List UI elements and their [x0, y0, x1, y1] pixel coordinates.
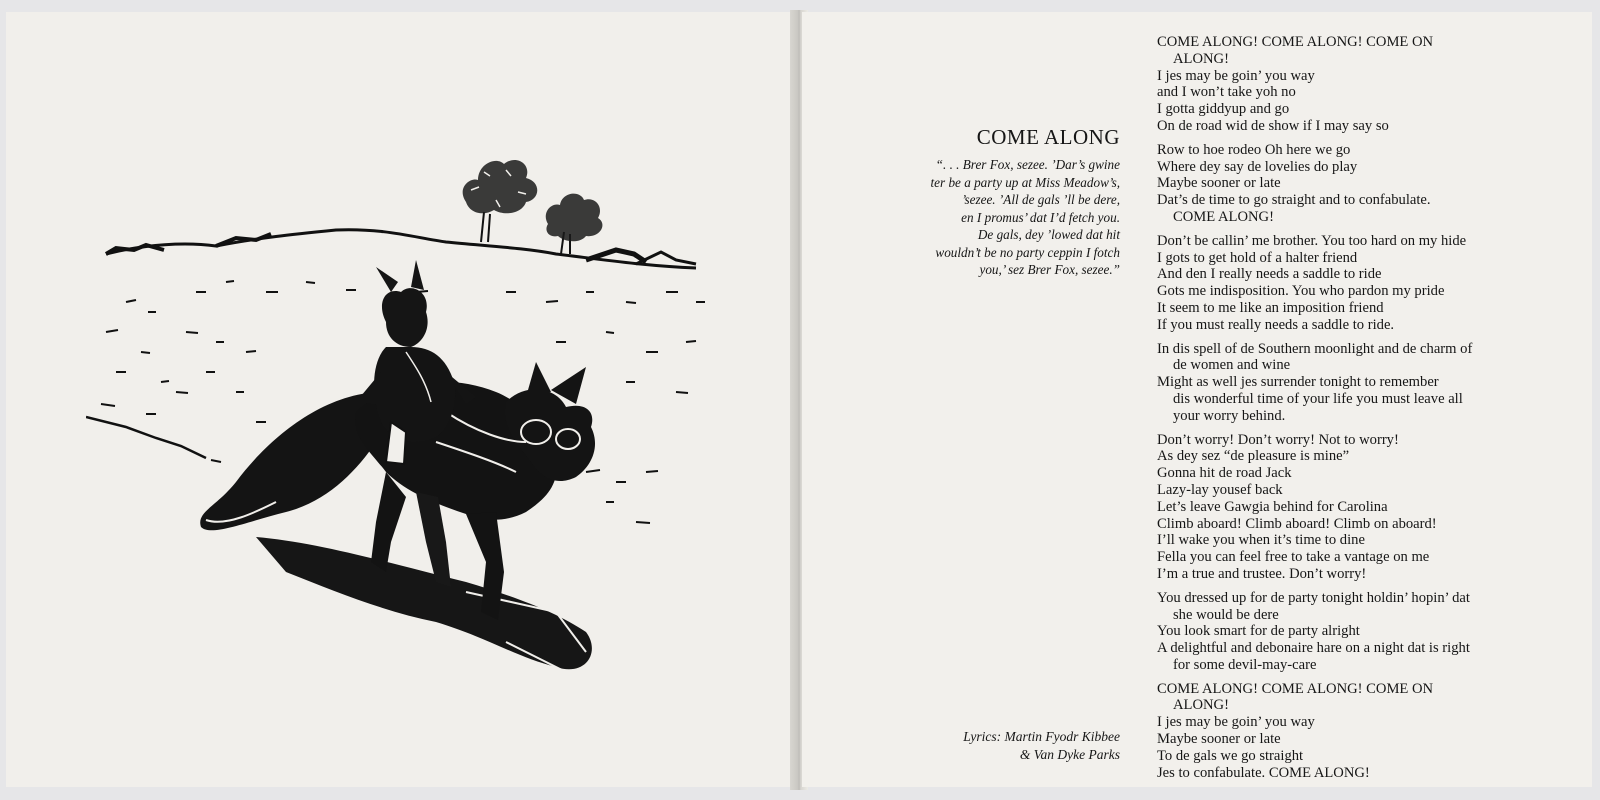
lyric-line: Maybe sooner or late	[1157, 175, 1281, 192]
lyric-line: And den I really needs a saddle to ride	[1157, 266, 1382, 283]
left-page	[6, 12, 796, 787]
lyric-line: Gonna hit de road Jack	[1157, 465, 1292, 482]
epigraph-line: wouldn’t be no party ceppin I fotch	[935, 244, 1120, 260]
lyric-stanza	[1157, 590, 1577, 674]
lyric-line: Jes to confabulate. COME ALONG!	[1157, 764, 1370, 781]
lyric-line: COME ALONG!	[1173, 208, 1274, 225]
lyric-line: To de gals we go straight	[1157, 747, 1304, 764]
lyric-line: Dat’s de time to go straight and to confabulate.	[1157, 192, 1431, 209]
lyric-line: I gotta giddyup and go	[1157, 101, 1290, 118]
lyrics-credit	[900, 728, 1120, 764]
lyric-line: Lazy-lay yousef back	[1157, 481, 1283, 498]
lyric-line: ALONG!	[1173, 697, 1229, 714]
lyric-line: If you must really needs a saddle to ride.	[1157, 316, 1395, 333]
lyric-stanza	[1157, 233, 1577, 334]
lyric-line: You look smart for de party alright	[1157, 623, 1360, 640]
lyric-line: I’m a true and trustee. Don’t worry!	[1157, 565, 1367, 582]
lyric-line: Climb aboard! Climb aboard! Climb on aboard!	[1157, 515, 1437, 532]
lyrics-column	[1157, 34, 1577, 788]
song-title-block	[880, 125, 1120, 279]
lyric-line: ALONG!	[1173, 50, 1229, 67]
lyric-line: I’ll wake you when it’s time to dine	[1157, 532, 1365, 549]
credit-line: Lyrics: Martin Fyodr Kibbee	[963, 729, 1120, 744]
lyric-line: and I won’t take yoh no	[1157, 84, 1296, 101]
lyric-line: It seem to me like an imposition friend	[1157, 299, 1384, 316]
lyric-line: Don’t be callin’ me brother. You too hard on my hide	[1157, 232, 1467, 249]
lyric-line: As dey sez “de pleasure is mine”	[1157, 448, 1350, 465]
lyric-line: Gots me indisposition. You who pardon my pride	[1157, 283, 1445, 300]
lyric-line: Don’t worry! Don’t worry! Not to worry!	[1157, 431, 1399, 448]
lyric-line: Fella you can feel free to take a vantage on me	[1157, 549, 1430, 566]
lyric-line: for some devil-may-care	[1173, 656, 1317, 673]
lyric-line: Maybe sooner or late	[1157, 731, 1281, 748]
lyric-line: In dis spell of de Southern moonlight and de charm of	[1157, 340, 1473, 357]
lyric-line: You dressed up for de party tonight holdin’ hopin’ dat	[1157, 589, 1470, 606]
tree-left	[463, 160, 538, 242]
lyric-stanza	[1157, 681, 1577, 782]
brer-rabbit-riding-fox-illustration	[86, 142, 726, 702]
lyric-stanza	[1157, 34, 1577, 135]
lyric-line: COME ALONG! COME ALONG! COME ON	[1157, 680, 1434, 697]
lyric-line: she would be dere	[1173, 606, 1279, 623]
lyric-line: I jes may be goin’ you way	[1157, 67, 1315, 84]
epigraph-line: en I promus’ dat I’d fetch you.	[961, 209, 1120, 225]
lyric-line: On de road wid de show if I may say so	[1157, 117, 1389, 134]
lyric-line: I gots to get hold of a halter friend	[1157, 249, 1358, 266]
lyric-stanza	[1157, 341, 1577, 425]
epigraph-line: ’sezee. ’All de gals ’ll be dere,	[961, 192, 1120, 207]
lyric-line: COME ALONG! COME ALONG! COME ON	[1157, 34, 1434, 50]
lyric-line: Might as well jes surrender tonight to remember	[1157, 374, 1439, 391]
tree-right	[546, 194, 603, 254]
lyric-line: Let’s leave Gawgia behind for Carolina	[1157, 498, 1388, 515]
epigraph-line: De gals, dey ’lowed dat hit	[977, 227, 1120, 242]
epigraph-line: ter be a party up at Miss Meadow’s,	[930, 174, 1120, 190]
lyric-stanza	[1157, 142, 1577, 226]
epigraph-quote	[880, 156, 1120, 279]
song-title: COME ALONG	[976, 125, 1120, 149]
lyric-line: I jes may be goin’ you way	[1157, 714, 1315, 731]
lyric-line: your worry behind.	[1173, 407, 1286, 424]
epigraph-line: you,’ sez Brer Fox, sezee.”	[979, 262, 1120, 277]
lyric-line: dis wonderful time of your life you must leave all	[1173, 390, 1463, 407]
lyric-line: de women and wine	[1173, 357, 1291, 374]
lyric-line: Where dey say de lovelies do play	[1157, 158, 1358, 175]
credit-line: & Van Dyke Parks	[1019, 747, 1120, 762]
epigraph-line: “. . . Brer Fox, sezee. ’Dar’s gwine	[935, 157, 1120, 172]
lyric-line: Row to hoe rodeo Oh here we go	[1157, 141, 1351, 158]
lyric-stanza	[1157, 432, 1577, 583]
lyric-line: A delightful and debonaire hare on a night dat is right	[1157, 640, 1470, 657]
